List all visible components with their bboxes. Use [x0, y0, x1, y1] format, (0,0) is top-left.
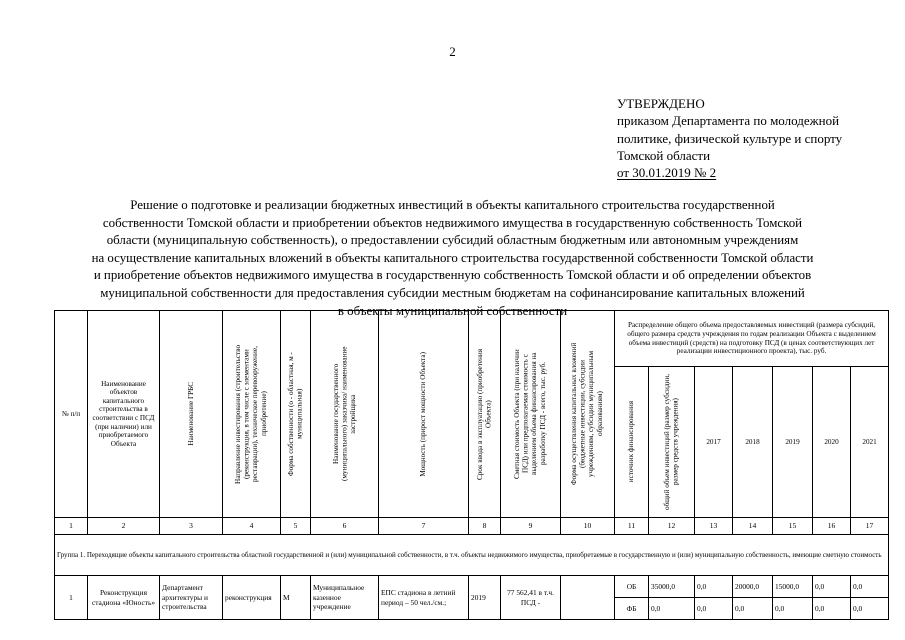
approval-line: Томской области [617, 147, 711, 163]
column-number: 3 [160, 518, 223, 535]
header-year: 2021 [851, 367, 889, 518]
row-cost: 77 562,41 в т.ч. ПСД - [501, 576, 561, 620]
row-form [561, 576, 615, 620]
header-total: общий объем инвестиций (размер субсидии, размер средств учреждения) [662, 374, 680, 511]
column-number: 2 [88, 518, 160, 535]
investment-table [54, 310, 889, 620]
approval-title: УТВЕРЖДЕНО [617, 96, 705, 111]
column-number: 17 [851, 518, 889, 535]
header-form: Форма осуществления капитальных вложений (бюджетные инвестиции, субсидии учреждениям, субсидии муниципальным образованиям) [570, 342, 605, 486]
header-year: 2017 [695, 367, 733, 518]
fin-2017: 0,0 [695, 598, 733, 620]
fin-2021: 0,0 [851, 598, 889, 620]
title-line: и приобретение объектов недвижимого имущества в государственную собственность Томской области и об определении объектов [93, 268, 812, 283]
row-customer: Муниципальное казенное учреждение [311, 576, 379, 620]
column-number: 1 [55, 518, 88, 535]
column-number: 8 [469, 518, 501, 535]
fin-2020: 0,0 [813, 598, 851, 620]
column-number: 12 [649, 518, 695, 535]
row-grbs: Департамент архитектуры и строительства [160, 576, 223, 620]
header-cost: Сметная стоимость Объекта (при наличии ПСД) или предполагаемая стоимость с выделением объема финансирования на разработку ПСД - всего, тыс. руб. [513, 349, 548, 479]
column-number: 13 [695, 518, 733, 535]
document-title [50, 197, 855, 320]
row-number: 1 [55, 576, 88, 620]
column-number: 6 [311, 518, 379, 535]
fin-2021: 0,0 [851, 576, 889, 598]
fin-source: ФБ [615, 598, 649, 620]
header-ownership: Форма собственности (о - областная, м - муниципальная) [286, 352, 304, 476]
fin-2017: 0,0 [695, 576, 733, 598]
header-source: источник финансирования [627, 401, 636, 483]
header-year: 2019 [773, 367, 813, 518]
column-number: 7 [379, 518, 469, 535]
column-number: 14 [733, 518, 773, 535]
approval-line: политике, физической культуре и спорту [617, 130, 843, 146]
row-object: Реконструкция стадиона «Юность» [88, 576, 160, 620]
group-header: Группа 1. Переходящие объекты капитального строительства областной государственной и (или) муниципальной собственности, в т.ч. объекты недвижимого имущества, приобретаемые в государственную и (или) муниципальную собственность, имеющие сметную стоимость [55, 535, 889, 576]
header-capacity: Мощность (прирост мощности Объекта) [419, 351, 428, 477]
title-line: муниципальной собственности для предоставления субсидии местным бюджетам на софинансирование капитальных вложений [100, 285, 805, 300]
table-row [55, 576, 889, 598]
column-number: 11 [615, 518, 649, 535]
row-deadline: 2019 [469, 576, 501, 620]
fin-total: 0,0 [649, 598, 695, 620]
approval-line: приказом Департамента по молодежной [617, 113, 840, 129]
column-number: 9 [501, 518, 561, 535]
header-grbs: Наименование ГРБС [186, 382, 195, 446]
fin-total: 35000,0 [649, 576, 695, 598]
title-line: области (муниципальную собственность), о предоставлении субсидий областным бюджетным или автономным учреждениям [106, 233, 799, 248]
header-object-name: Наименование объектов капитального строительства в соответствии с ПСД (при наличии) или приобретаемого Объекта [88, 311, 160, 518]
row-ownership: М [281, 576, 311, 620]
header-customer: Наименование государственного (муниципального) заказчика/ наименование застройщика [331, 346, 357, 482]
title-line: собственности Томской области и приобретении объектов недвижимого имущества в государственную собственность Томской [102, 215, 803, 230]
fin-2018: 0,0 [733, 598, 773, 620]
approval-date: от 30.01.2019 № 2 [617, 165, 717, 181]
column-number: 4 [223, 518, 281, 535]
title-line: Решение о подготовке и реализации бюджетных инвестиций в объекты капитального строительства государственной [130, 198, 775, 212]
approval-block [617, 95, 842, 181]
header-distribution: Распределение общего объема предоставляемых инвестиций (размера субсидий, общего размера средств учреждения по годам реализации Объекта с выделением объема инвестиций (средств) на подготовку ПСД (в ценах соответствующих лет реализации инвестиционного проекта), тыс. руб. [615, 311, 889, 367]
fin-source: ОБ [615, 576, 649, 598]
title-line: в объекты муниципальной собственности [337, 303, 568, 318]
column-number: 5 [281, 518, 311, 535]
fin-2019: 0,0 [773, 598, 813, 620]
fin-2020: 0,0 [813, 576, 851, 598]
column-number: 16 [813, 518, 851, 535]
row-capacity: ЕПС стадиона в летний период – 50 чел./см.; [379, 576, 469, 620]
header-num: № п/п [55, 311, 88, 518]
header-direction: Направление инвестирования (строительство (реконструкция, в том числе с элементами реставрации), техническое перевооружение, приобретение) [234, 344, 269, 484]
column-number: 15 [773, 518, 813, 535]
page-number: 2 [449, 44, 456, 59]
fin-2018: 20000,0 [733, 576, 773, 598]
header-year: 2020 [813, 367, 851, 518]
header-year: 2018 [733, 367, 773, 518]
header-deadline: Срок ввода в эксплуатацию (приобретения Объекта) [475, 348, 493, 480]
title-line: на осуществление капитальных вложений в объекты капитального строительства государственной собственности Томской области [91, 250, 814, 265]
column-number-row [55, 518, 889, 535]
fin-2019: 15000,0 [773, 576, 813, 598]
row-direction: реконструкция [223, 576, 281, 620]
column-number: 10 [561, 518, 615, 535]
